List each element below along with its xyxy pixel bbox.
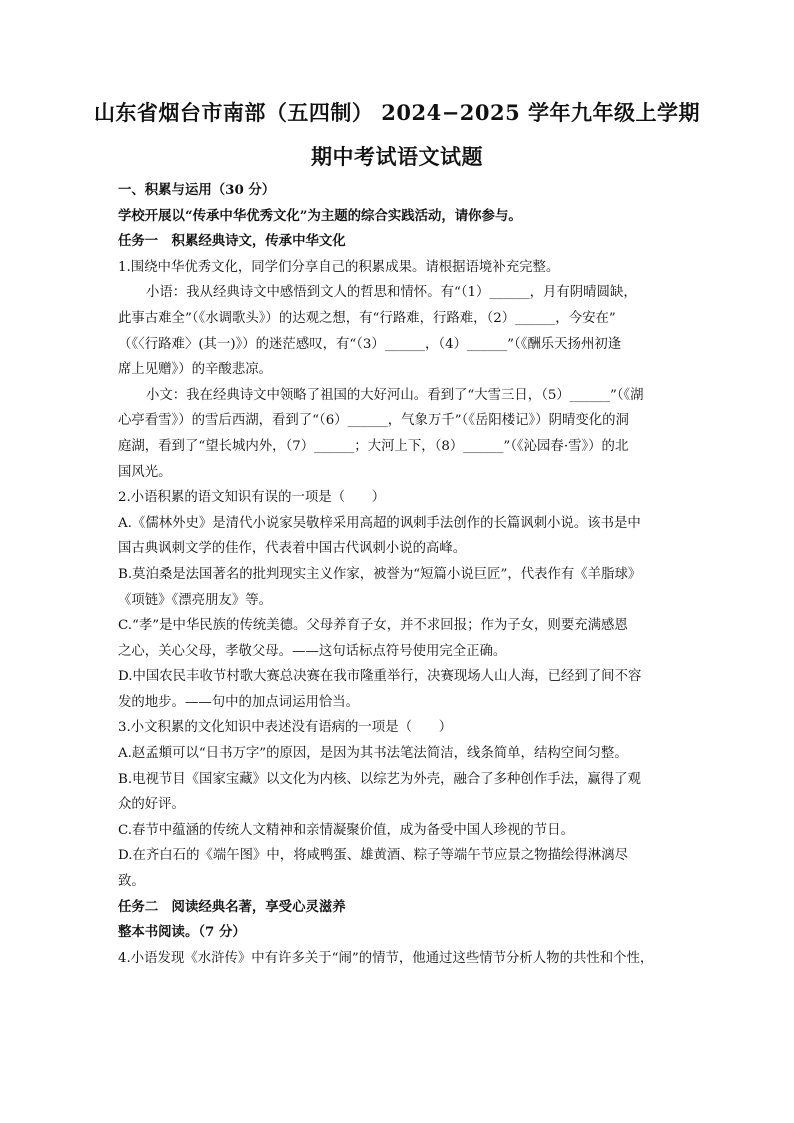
text-line: （《〈行路难〉(其一)》）的迷茫感叹，有“（3）______，（4）______”（《酬乐天扬州初逢 [118,336,622,352]
exam-body [118,178,678,971]
text-line: 整本书阅读。（7 分） [118,924,246,941]
text-line: C.“孝”是中华民族的传统美德。父母养育子女，并不求回报；作为子女，则要充满感恩 [118,618,628,634]
text-line: D.在齐白石的《端午图》中，将咸鸭蛋、雄黄酒、粽子等端午节应景之物描绘得淋漓尽 [118,848,628,864]
text-line: 心亭看雪》）的雪后西湖，看到了“（6）______，气象万千”（《岳阳楼记》）阴晴变化的洞 [118,413,629,429]
text-line: 任务二 阅读经典名著，享受心灵滋养 [118,898,346,915]
exam-title-line-1: 山东省烟台市南部（五四制） 2024−2025 学年九年级上学期 [93,100,701,125]
text-line: 之心，关心父母，孝敬父母。——这句话标点符号使用完全正确。 [118,643,507,659]
text-line: 国古典讽刺文学的佳作，代表着中国古代讽刺小说的高峰。 [118,541,467,557]
text-line: D.中国农民丰收节村歌大赛总决赛在我市隆重举行，决赛现场人山人海，已经到了间不容 [118,669,642,685]
text-line: A.赵孟頫可以“日书万字”的原因，是因为其书法笔法简洁，线条简单，结构空间匀整。 [118,746,628,762]
text-line: A.《儒林外史》是清代小说家吴敬梓采用高超的讽刺手法创作的长篇讽刺小说。该书是中 [118,515,641,531]
text-line: 小文：我在经典诗文中领略了祖国的大好河山。看到了“大雪三日，（5）______”（《湖 [146,387,644,403]
text-line: 席上见赠》）的辛酸悲凉。 [118,362,272,378]
text-line: 2.小语积累的语文知识有误的一项是（ ） [118,490,386,506]
text-line: 国风光。 [118,464,172,480]
text-line: B.莫泊桑是法国著名的批判现实主义作家，被誉为“短篇小说巨匠”，代表作有《羊脂球》 [118,566,642,582]
text-line: 小语：我从经典诗文中感悟到文人的哲思和情怀。有“（1）______，月有阴晴圆缺， [146,285,637,301]
text-line: 4.小语发现《水浒传》中有许多关于“闹”的情节，他通过这些情节分析人物的共性和个性， [118,950,654,966]
text-line: 发的地步。——句中的加点词运用恰当。 [118,694,360,710]
text-line: C.春节中蕴涵的传统人文精神和亲情凝聚价值，成为备受中国人珍视的节日。 [118,822,574,838]
text-line: 此事古难全”（《水调歌头》）的达观之想，有“行路难，行路难，（2）______，今安在” [118,310,616,326]
text-line: 致。 [118,874,145,890]
text-line: 学校开展以“传承中华优秀文化”为主题的综合实践活动，请你参与。 [118,207,522,224]
text-line: 3.小文积累的文化知识中表述没有语病的一项是（ ） [118,720,453,736]
text-line: 任务一 积累经典诗文，传承中华文化 [118,233,346,250]
text-line: 众的好评。 [118,797,185,813]
text-line: 一、积累与运用（30 分） [118,182,276,198]
text-line: B.电视节目《国家宝藏》以文化为内核、以综艺为外壳，融合了多种创作手法，赢得了观 [118,771,641,787]
text-line: 庭湖，看到了“望长城内外，（7）______；大河上下，（8）______”（《沁园春·雪》）的北 [118,438,629,454]
text-line: 1.围绕中华优秀文化，同学们分享自己的积累成果。请根据语境补充完整。 [118,259,560,275]
exam-title-line-2: 期中考试语文试题 [311,144,483,169]
text-line: 《项链》《漂亮朋友》等。 [118,592,272,608]
